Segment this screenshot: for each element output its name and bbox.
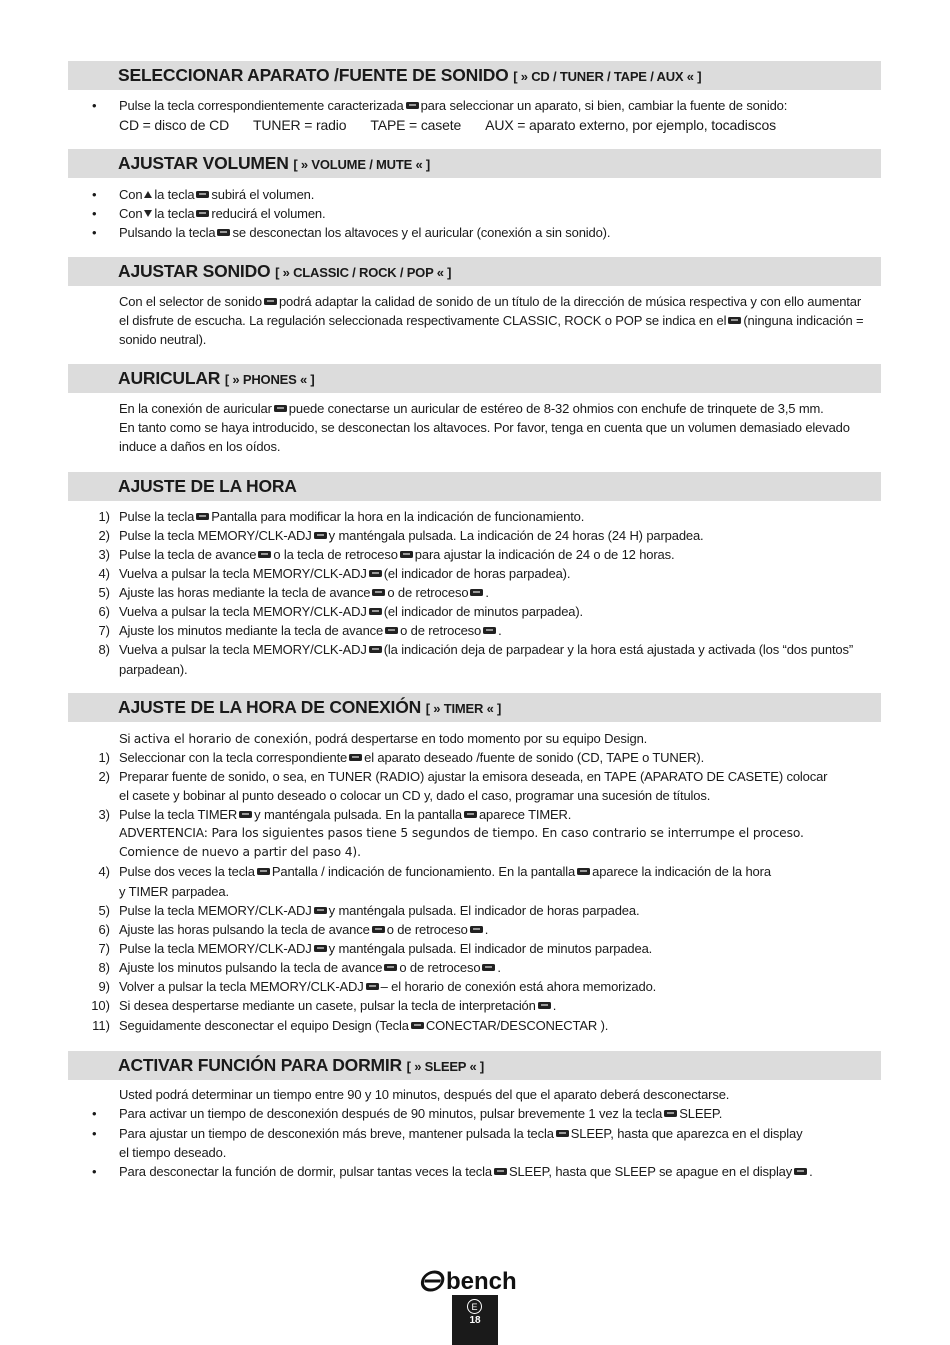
list-number: 6)	[98, 922, 110, 937]
list-number: 10)	[91, 998, 110, 1013]
key-icon	[538, 1002, 551, 1009]
key-icon	[494, 1168, 507, 1175]
key-icon	[196, 513, 209, 520]
language-badge: E	[467, 1299, 482, 1314]
list-number: 1)	[98, 750, 110, 765]
list-item: Seleccionar con la tecla correspondiente el aparato deseado /fuente de sonido (CD, TAPE o TUNER).	[119, 750, 705, 765]
key-icon	[349, 754, 362, 761]
key-icon	[217, 229, 230, 236]
text-line: el tiempo deseado.	[119, 1145, 227, 1160]
key-icon	[406, 102, 419, 109]
text-line: Para desconectar la función de dormir, pulsar tantas veces la tecla SLEEP, hasta que SLEEP se apague en el display .	[119, 1164, 813, 1179]
list-item: Vuelva a pulsar la tecla MEMORY/CLK-ADJ (el indicador de minutos parpadea).	[119, 604, 584, 619]
arrow-down-icon	[144, 210, 152, 217]
section-title: SELECCIONAR APARATO /FUENTE DE SONIDO [ » CD / TUNER / TAPE / AUX « ]	[118, 65, 702, 85]
text-line: Pulse la tecla correspondientemente caracterizada para seleccionar un aparato, si bien, cambiar la fuente de sonido:	[119, 98, 788, 113]
text-line: el disfrute de escucha. La regulación seleccionada respectivamente CLASSIC, ROCK o POP se indica en el (ninguna indicación =	[119, 313, 864, 328]
list-item: Pulse la tecla Pantalla para modificar la hora en la indicación de funcionamiento.	[119, 509, 585, 524]
list-number: 6)	[98, 604, 110, 619]
key-icon	[274, 405, 287, 412]
key-icon	[196, 210, 209, 217]
bench-logo	[420, 1265, 530, 1293]
list-item: Pulse dos veces la tecla Pantalla / indicación de funcionamiento. En la pantalla aparece la indicación de la hora	[119, 864, 771, 879]
key-icon	[470, 589, 483, 596]
key-icon	[664, 1110, 677, 1117]
bullet: •	[92, 1106, 97, 1121]
text-line: Para ajustar un tiempo de desconexión más breve, mantener pulsada la tecla SLEEP, hasta que aparezca en el display	[119, 1126, 803, 1141]
text-line: En la conexión de auricular puede conectarse un auricular de estéreo de 8-32 ohmios con enchufe de trinquete de 3,5 mm.	[119, 401, 824, 416]
list-item: Pulse la tecla de avance o la tecla de retroceso para ajustar la indicación de 24 o de 12 horas.	[119, 547, 675, 562]
key-icon	[314, 907, 327, 914]
list-number: 1)	[98, 509, 110, 524]
key-icon	[369, 608, 382, 615]
key-icon	[372, 926, 385, 933]
list-item: Vuelva a pulsar la tecla MEMORY/CLK-ADJ (la indicación deja de parpadear y la hora está ajustada y activada (los “dos puntos”	[119, 642, 854, 657]
list-item: Vuelva a pulsar la tecla MEMORY/CLK-ADJ (el indicador de horas parpadea).	[119, 566, 571, 581]
brand-name: bench	[446, 1268, 517, 1293]
key-icon	[384, 964, 397, 971]
section-title: AJUSTE DE LA HORA	[118, 476, 297, 496]
list-number: 8)	[98, 642, 110, 657]
list-item: Pulse la tecla TIMER y manténgala pulsada. En la pantalla aparece TIMER.	[119, 807, 572, 822]
list-item: Seguidamente desconectar el equipo Design (Tecla CONECTAR/DESCONECTAR ).	[119, 1018, 609, 1033]
key-icon	[196, 191, 209, 198]
list-number: 9)	[98, 979, 110, 994]
key-icon	[369, 570, 382, 577]
list-item: Ajuste los minutos pulsando la tecla de avance o de retroceso .	[119, 960, 501, 975]
warning-text: ADVERTENCIA: Para los siguientes pasos tiene 5 segundos de tiempo. En caso contrario se interrumpe el proceso.	[119, 826, 804, 840]
section-title: AURICULAR [ » PHONES « ]	[118, 368, 315, 388]
text-line: Con la tecla subirá el volumen.	[119, 187, 315, 202]
key-icon	[314, 532, 327, 539]
list-item: Pulse la tecla MEMORY/CLK-ADJ y manténgala pulsada. El indicador de horas parpadea.	[119, 903, 640, 918]
key-icon	[464, 811, 477, 818]
key-icon	[794, 1168, 807, 1175]
list-item: Ajuste las horas mediante la tecla de avance o de retroceso .	[119, 585, 489, 600]
warning-text: Comience de nuevo a partir del paso 4).	[119, 845, 361, 859]
list-number: 5)	[98, 903, 110, 918]
key-icon	[366, 983, 379, 990]
key-icon	[264, 298, 277, 305]
text-line: CD = disco de CD TUNER = radio TAPE = casete AUX = aparato externo, por ejemplo, tocadiscos	[119, 117, 776, 133]
list-number: 5)	[98, 585, 110, 600]
key-icon	[400, 551, 413, 558]
key-icon	[258, 551, 271, 558]
list-item: Volver a pulsar la tecla MEMORY/CLK-ADJ – el horario de conexión está ahora memorizado.	[119, 979, 657, 994]
text-line: Si activa el horario de conexión, podrá despertarse en todo momento por su equipo Design.	[119, 731, 648, 746]
bullet: •	[92, 187, 97, 202]
text-line: Pulsando la tecla se desconectan los altavoces y el auricular (conexión a sin sonido).	[119, 225, 611, 240]
list-item-continuation: parpadean).	[119, 662, 188, 677]
key-icon	[577, 868, 590, 875]
list-number: 3)	[98, 807, 110, 822]
key-icon	[385, 627, 398, 634]
key-icon	[314, 945, 327, 952]
list-number: 2)	[98, 769, 110, 784]
text-line: En tanto como se haya introducido, se desconectan los altavoces. Por favor, tenga en cuenta que un volumen demasiado elevado	[119, 420, 850, 435]
list-number: 8)	[98, 960, 110, 975]
key-icon	[483, 627, 496, 634]
key-icon	[239, 811, 252, 818]
list-number: 7)	[98, 941, 110, 956]
key-icon	[372, 589, 385, 596]
bullet: •	[92, 206, 97, 221]
arrow-up-icon	[144, 191, 152, 198]
text-line: Para activar un tiempo de desconexión después de 90 minutos, pulsar brevemente 1 vez la tecla SLEEP.	[119, 1106, 723, 1121]
list-item: Ajuste los minutos mediante la tecla de avance o de retroceso .	[119, 623, 502, 638]
list-number: 4)	[98, 864, 110, 879]
list-item: Si desea despertarse mediante un casete, pulsar la tecla de interpretación .	[119, 998, 557, 1013]
key-icon	[411, 1022, 424, 1029]
key-icon	[257, 868, 270, 875]
list-item-continuation: el casete y bobinar al punto deseado o colocar un CD y, dado el caso, programar una sucesión de títulos.	[119, 788, 711, 803]
text-line: induce a daños en los oídos.	[119, 439, 281, 454]
bullet: •	[92, 98, 97, 113]
section-title: AJUSTAR VOLUMEN [ » VOLUME / MUTE « ]	[118, 153, 431, 173]
page-number: 18	[469, 1315, 481, 1326]
list-item: Pulse la tecla MEMORY/CLK-ADJ y manténgala pulsada. El indicador de minutos parpadea.	[119, 941, 653, 956]
text-line: Usted podrá determinar un tiempo entre 90 y 10 minutos, después del que el aparato deberá desconectarse.	[119, 1087, 730, 1102]
text-line: Con la tecla reducirá el volumen.	[119, 206, 326, 221]
list-item-continuation: y TIMER parpadea.	[119, 884, 229, 899]
section-title: AJUSTE DE LA HORA DE CONEXIÓN [ » TIMER « ]	[118, 697, 502, 717]
list-number: 2)	[98, 528, 110, 543]
section-title: AJUSTAR SONIDO [ » CLASSIC / ROCK / POP « ]	[118, 261, 452, 281]
list-item: Ajuste las horas pulsando la tecla de avance o de retroceso .	[119, 922, 489, 937]
list-number: 4)	[98, 566, 110, 581]
key-icon	[482, 964, 495, 971]
text-line: Con el selector de sonido podrá adaptar la calidad de sonido de un título de la dirección de música respectiva y con ello aumentar	[119, 294, 861, 309]
list-number: 3)	[98, 547, 110, 562]
list-number: 7)	[98, 623, 110, 638]
key-icon	[470, 926, 483, 933]
section-title: ACTIVAR FUNCIÓN PARA DORMIR [ » SLEEP « ]	[118, 1055, 485, 1075]
text-line: sonido neutral).	[119, 332, 207, 347]
page-number-box	[452, 1295, 498, 1345]
list-number: 11)	[92, 1018, 110, 1033]
key-icon	[728, 317, 741, 324]
bullet: •	[92, 1126, 97, 1141]
key-icon	[556, 1130, 569, 1137]
bullet: •	[92, 225, 97, 240]
key-icon	[369, 646, 382, 653]
bullet: •	[92, 1164, 97, 1179]
list-item: Pulse la tecla MEMORY/CLK-ADJ y manténgala pulsada. La indicación de 24 horas (24 H) parpadea.	[119, 528, 704, 543]
list-item: Preparar fuente de sonido, o sea, en TUNER (RADIO) ajustar la emisora deseada, en TAPE (APARATO DE CASETE) colocar	[119, 769, 828, 784]
